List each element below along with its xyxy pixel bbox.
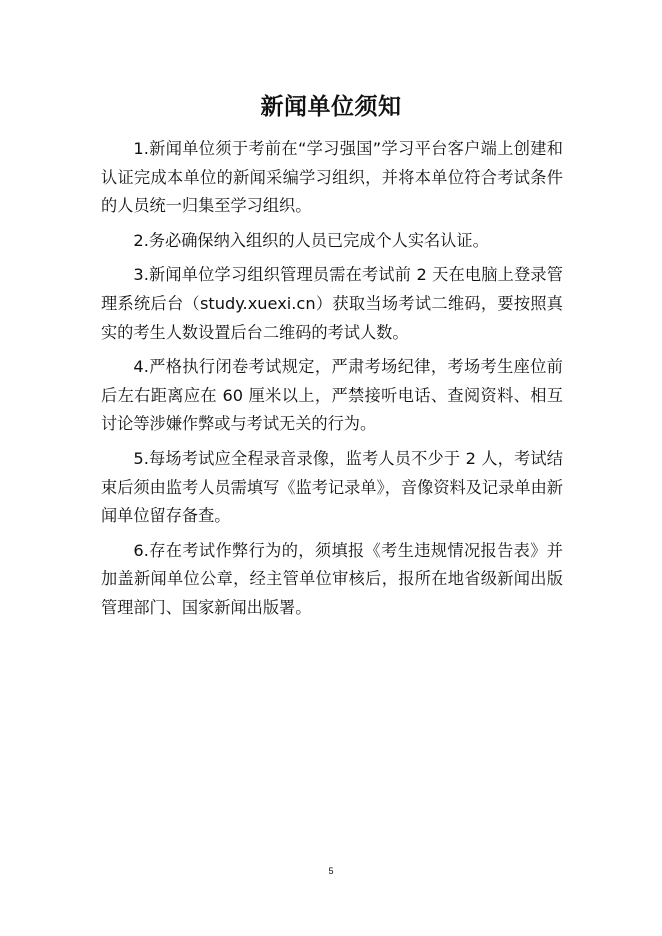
paragraph-1: 1.新闻单位须于考前在“学习强国”学习平台客户端上创建和认证完成本单位的新闻采编学习组织，并将本单位符合考试条件的人员统一归集至学习组织。 (101, 139, 563, 216)
paragraph-4: 4.严格执行闭卷考试规定，严肃考场纪律，考场考生座位前后左右距离应在 60 厘米以上，严禁接听电话、查阅资料、相互讨论等涉嫌作弊或与考试无关的行为。 (101, 357, 563, 434)
page-number: 5 (328, 866, 334, 876)
paragraph-5: 5.每场考试应全程录音录像，监考人员不少于 2 人，考试结束后须由监考人员需填写《监考记录单》，音像资料及记录单由新闻单位留存备查。 (101, 448, 563, 526)
document-body (101, 135, 563, 629)
paragraph-3: 3.新闻单位学习组织管理员需在考试前 2 天在电脑上登录管理系统后台（study.xuexi.cn）获取当场考试二维码，要按照真实的考生人数设置后台二维码的考试人数。 (101, 265, 563, 342)
paragraph-6: 6.存在考试作弊行为的，须填报《考生违规情况报告表》并加盖新闻单位公章，经主管单位审核后，报所在地省级新闻出版管理部门、国家新闻出版署。 (101, 540, 563, 617)
page-title: 新闻单位须知 (260, 93, 402, 120)
paragraph-2: 2.务必确保纳入组织的人员已完成个人实名认证。 (133, 230, 489, 250)
